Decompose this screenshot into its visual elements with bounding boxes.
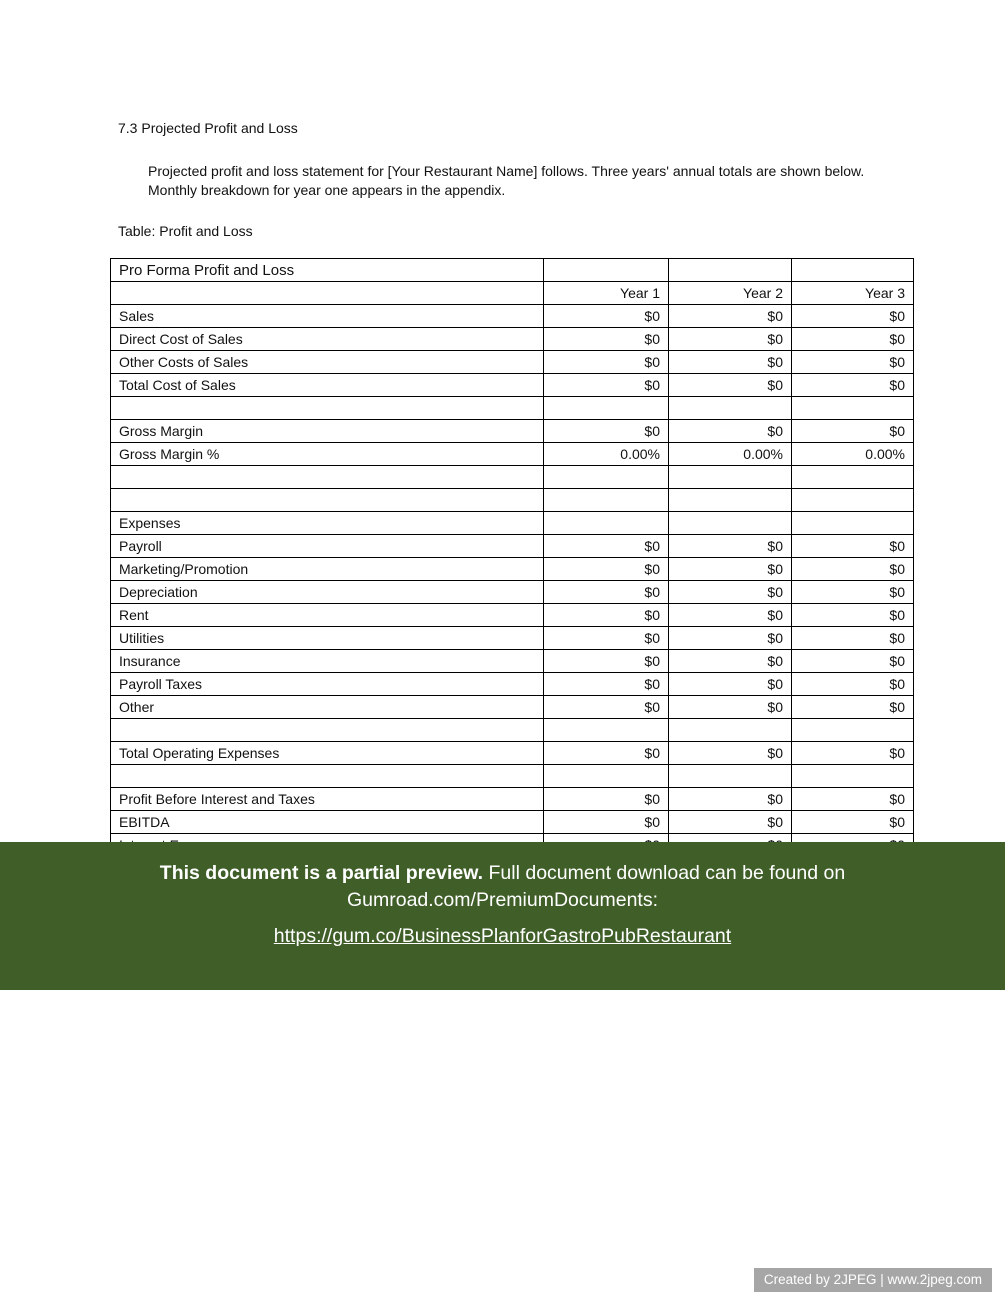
row-value: $0 bbox=[792, 351, 914, 374]
row-value: $0 bbox=[544, 581, 669, 604]
row-label: Profit Before Interest and Taxes bbox=[111, 788, 544, 811]
table-row bbox=[111, 627, 914, 650]
row-value bbox=[544, 489, 669, 512]
row-label: Other bbox=[111, 696, 544, 719]
row-value: $0 bbox=[544, 351, 669, 374]
table-row bbox=[111, 466, 914, 489]
row-value: $0 bbox=[792, 305, 914, 328]
row-value: $0 bbox=[544, 305, 669, 328]
row-value: $0 bbox=[792, 696, 914, 719]
row-label: Other Costs of Sales bbox=[111, 351, 544, 374]
row-value bbox=[792, 512, 914, 535]
row-value bbox=[669, 512, 792, 535]
row-value: $0 bbox=[792, 788, 914, 811]
row-value: $0 bbox=[669, 788, 792, 811]
profit-loss-table bbox=[110, 258, 914, 857]
row-value bbox=[669, 397, 792, 420]
row-value bbox=[669, 765, 792, 788]
table-row bbox=[111, 581, 914, 604]
row-value: $0 bbox=[669, 650, 792, 673]
row-value: 0.00% bbox=[669, 443, 792, 466]
row-value: $0 bbox=[544, 811, 669, 834]
row-value: $0 bbox=[669, 742, 792, 765]
preview-banner-bold-text: This document is a partial preview. bbox=[159, 862, 484, 884]
row-value bbox=[544, 512, 669, 535]
table-row bbox=[111, 673, 914, 696]
row-value: $0 bbox=[669, 627, 792, 650]
row-value: $0 bbox=[669, 374, 792, 397]
table-row bbox=[111, 305, 914, 328]
intro-paragraph: Projected profit and loss statement for [Your Restaurant Name] follows. Three years' annual totals are shown below. Monthly breakdown for year one appears in the appendix. bbox=[148, 163, 865, 198]
row-value: $0 bbox=[544, 328, 669, 351]
row-label bbox=[111, 765, 544, 788]
row-label: Total Cost of Sales bbox=[111, 374, 544, 397]
empty-cell bbox=[669, 259, 792, 282]
row-label: Gross Margin % bbox=[111, 443, 544, 466]
row-label: Utilities bbox=[111, 627, 544, 650]
table-row bbox=[111, 328, 914, 351]
row-value: $0 bbox=[792, 420, 914, 443]
gumroad-link[interactable]: https://gum.co/BusinessPlanforGastroPubRestaurant bbox=[273, 925, 732, 947]
row-value: $0 bbox=[544, 673, 669, 696]
table-row bbox=[111, 650, 914, 673]
table-title: Pro Forma Profit and Loss bbox=[111, 259, 544, 282]
table-header-row bbox=[111, 282, 914, 305]
table-row bbox=[111, 420, 914, 443]
row-value bbox=[792, 719, 914, 742]
row-value: $0 bbox=[669, 351, 792, 374]
section-heading: 7.3 Projected Profit and Loss bbox=[118, 120, 298, 136]
row-value: $0 bbox=[792, 581, 914, 604]
preview-banner-rest-text: Full document download can be found on Gumroad.com/PremiumDocuments: bbox=[346, 862, 846, 911]
table-row bbox=[111, 742, 914, 765]
row-value: 0.00% bbox=[792, 443, 914, 466]
column-header-year2: Year 2 bbox=[669, 282, 792, 305]
row-value: $0 bbox=[669, 811, 792, 834]
row-value bbox=[792, 489, 914, 512]
table-row bbox=[111, 397, 914, 420]
row-value: 0.00% bbox=[544, 443, 669, 466]
table-row bbox=[111, 374, 914, 397]
row-label: Payroll Taxes bbox=[111, 673, 544, 696]
table-caption: Table: Profit and Loss bbox=[118, 223, 253, 239]
empty-cell bbox=[792, 259, 914, 282]
table-row bbox=[111, 489, 914, 512]
row-label: Insurance bbox=[111, 650, 544, 673]
table-row bbox=[111, 811, 914, 834]
empty-header-cell bbox=[111, 282, 544, 305]
row-value bbox=[792, 765, 914, 788]
row-value: $0 bbox=[792, 558, 914, 581]
row-value: $0 bbox=[792, 535, 914, 558]
watermark: Created by 2JPEG | www.2jpeg.com bbox=[754, 1268, 992, 1292]
row-value: $0 bbox=[792, 627, 914, 650]
row-value: $0 bbox=[669, 328, 792, 351]
row-value: $0 bbox=[792, 374, 914, 397]
row-value: $0 bbox=[669, 581, 792, 604]
row-value: $0 bbox=[544, 788, 669, 811]
row-value: $0 bbox=[792, 604, 914, 627]
table-row bbox=[111, 604, 914, 627]
row-value: $0 bbox=[669, 535, 792, 558]
row-value: $0 bbox=[544, 742, 669, 765]
table-row bbox=[111, 788, 914, 811]
row-value: $0 bbox=[792, 811, 914, 834]
table-row bbox=[111, 351, 914, 374]
preview-banner bbox=[0, 842, 1005, 990]
row-value: $0 bbox=[544, 374, 669, 397]
table-title-row bbox=[111, 259, 914, 282]
row-label: Sales bbox=[111, 305, 544, 328]
row-value: $0 bbox=[544, 420, 669, 443]
row-value: $0 bbox=[669, 558, 792, 581]
row-value: $0 bbox=[669, 604, 792, 627]
row-value: $0 bbox=[669, 420, 792, 443]
row-value bbox=[669, 466, 792, 489]
row-label bbox=[111, 489, 544, 512]
row-label: EBITDA bbox=[111, 811, 544, 834]
row-label bbox=[111, 466, 544, 489]
row-label: Total Operating Expenses bbox=[111, 742, 544, 765]
row-value: $0 bbox=[544, 696, 669, 719]
column-header-year3: Year 3 bbox=[792, 282, 914, 305]
row-value bbox=[669, 719, 792, 742]
row-label: Rent bbox=[111, 604, 544, 627]
row-value: $0 bbox=[544, 558, 669, 581]
table-body bbox=[111, 305, 914, 857]
row-label bbox=[111, 397, 544, 420]
table-row bbox=[111, 696, 914, 719]
row-label bbox=[111, 719, 544, 742]
row-value bbox=[544, 765, 669, 788]
row-label: Direct Cost of Sales bbox=[111, 328, 544, 351]
table-row bbox=[111, 443, 914, 466]
row-value: $0 bbox=[669, 696, 792, 719]
table-row bbox=[111, 512, 914, 535]
column-header-year1: Year 1 bbox=[544, 282, 669, 305]
table-row bbox=[111, 765, 914, 788]
row-label: Expenses bbox=[111, 512, 544, 535]
row-value: $0 bbox=[792, 742, 914, 765]
row-value bbox=[792, 466, 914, 489]
row-value bbox=[669, 489, 792, 512]
table-row bbox=[111, 558, 914, 581]
row-value: $0 bbox=[792, 328, 914, 351]
row-value: $0 bbox=[544, 650, 669, 673]
empty-cell bbox=[544, 259, 669, 282]
row-value: $0 bbox=[544, 604, 669, 627]
table-row bbox=[111, 719, 914, 742]
preview-banner-text bbox=[80, 860, 925, 914]
row-value bbox=[792, 397, 914, 420]
row-value: $0 bbox=[669, 305, 792, 328]
row-value: $0 bbox=[792, 673, 914, 696]
row-value bbox=[544, 466, 669, 489]
row-value: $0 bbox=[792, 650, 914, 673]
row-label: Payroll bbox=[111, 535, 544, 558]
row-value: $0 bbox=[669, 673, 792, 696]
row-label: Marketing/Promotion bbox=[111, 558, 544, 581]
row-value bbox=[544, 397, 669, 420]
row-label: Depreciation bbox=[111, 581, 544, 604]
row-label: Gross Margin bbox=[111, 420, 544, 443]
row-value: $0 bbox=[544, 535, 669, 558]
row-value bbox=[544, 719, 669, 742]
row-value: $0 bbox=[544, 627, 669, 650]
table-row bbox=[111, 535, 914, 558]
